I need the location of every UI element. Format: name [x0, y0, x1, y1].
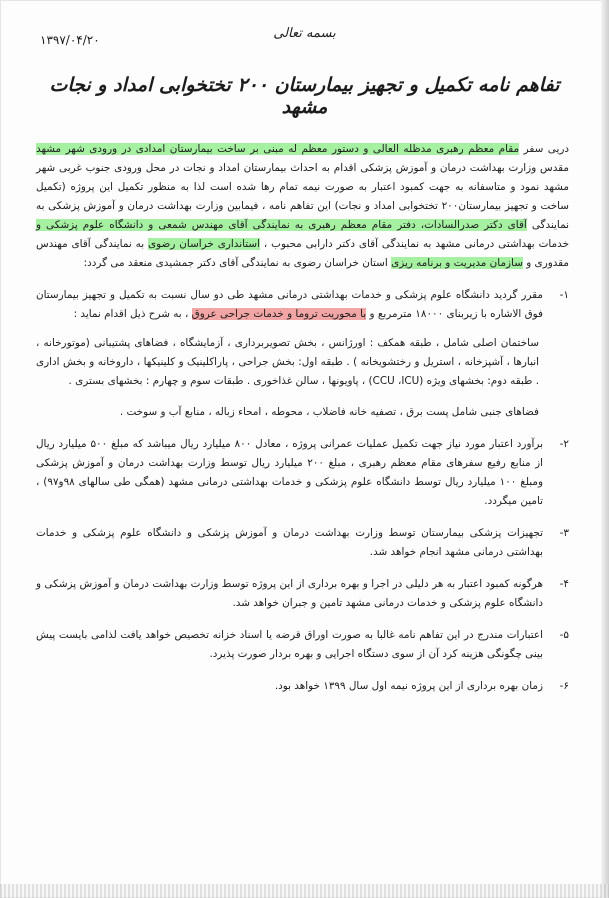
- clause-number: ۲-: [559, 438, 569, 450]
- clause-2: [36, 435, 569, 511]
- highlight-red: با محوریت تروما و خدمات جراحی عروق: [191, 308, 367, 320]
- clause-text: برآورد اعتبار مورد نیاز جهت تکمیل عملیات عمرانی پروژه ، معادل ۸۰۰ میلیارد ریال میباشد که مبلغ ۵۰۰ میلیارد ریال از منابع رفیع سفرهای مقام معظم رهبری ، مبلغ ۲۰۰ میلیارد ریال توسط وزارت بهداشت درمان و آموزش پزشکی ومبلغ ۱۰۰ میلیارد ریال توسط دانشگاه علوم پزشکی و خدمات بهداشتی درمانی مشهد (همگی طی سالهای ۹۸و۹۷) ، تامین میگردد.: [36, 438, 543, 507]
- intro-text: به نمایندگی آقای مهندس مقدوری و: [36, 238, 569, 269]
- scan-bottom-edge: [0, 884, 609, 898]
- bismillah-header: بسمه تعالی: [273, 26, 336, 41]
- clause-text: هرگونه کمبود اعتبار به هر دلیلی در اجرا و بهره برداری از این پروژه توسط وزارت بهداشت درمان و آموزش پزشکی و دانشگاه علوم پزشکی و خدمات درمانی مشهد تامین و جبران خواهد شد.: [36, 578, 543, 609]
- document-date: ۱۳۹۷/۰۴/۲۰: [40, 33, 100, 47]
- auxiliary-spaces-description: فضاهای جنبی شامل پست برق ، تصفیه خانه فاضلاب ، محوطه ، امحاء زباله ، منابع آب و سوخت .: [119, 406, 539, 418]
- clause-5: [36, 626, 569, 664]
- clause-number: ۶-: [559, 680, 569, 692]
- scan-edge: [601, 0, 609, 898]
- document-body: [36, 140, 569, 696]
- clause-text: زمان بهره برداری از این پروژه نیمه اول سال ۱۳۹۹ خواهد بود.: [274, 680, 543, 692]
- clause-text-part: مقرر گردید دانشگاه علوم پزشکی و خدمات بهداشتی درمانی مشهد طی دو سال نسبت به تکمیل و تجهیز بیمارستان فوق الاشاره با زیربنای ۱۸۰۰۰ مترمربع و: [36, 289, 543, 320]
- document-title: تفاهم نامه تکمیل و تجهیز بیمارستان ۲۰۰ تختخوابی امداد و نجات مشهد: [49, 74, 560, 118]
- intro-text: دریی سفر: [523, 143, 569, 155]
- main-building-description: ساختمان اصلی شامل ، طبقه همکف : اورژانس ، بخش تصویربرداری ، آزمایشگاه ، فضاهای پشتیبانی (موتورخانه ، انبارها ، آشپزخانه ، استریل و رختشویخانه ) . طبقه اول: بخش جراحی ، پاراکلینیک و کلینیکها ، داروخانه و بخش اداری . طبقه دوم: بخشهای ویژه (CCU ،ICU) ، پاویونها ، سالن غذاخوری . طبقات سوم و چهارم : بخشهای بستری .: [36, 337, 539, 387]
- clause-text: اعتبارات مندرج در این تفاهم نامه غالبا به صورت اوراق قرضه یا اسناد خزانه تخصیص خواهد یافت لذامی بایست پیش بینی چگونگی هزینه کرد آن از سوی دستگاه اجرایی و بهره بردار صورت پذیرد.: [36, 629, 543, 660]
- clause-3: [36, 524, 569, 562]
- intro-text: استان خراسان رضوی به نمایندگی آقای دکتر جمشیدی منعقد می گردد:: [83, 257, 388, 269]
- clause-text: [36, 289, 543, 320]
- highlight-green: سازمان مدیریت و برنامه ریزی: [391, 257, 523, 269]
- clause-1-subitems: [36, 334, 569, 422]
- intro-paragraph: [36, 140, 569, 273]
- clause-1: [36, 286, 569, 324]
- intro-text: خدمات بهداشتی درمانی مشهد به نمایندگی آقای دکتر دارابی محبوب ،: [263, 238, 569, 250]
- highlight-green: مقام معظم رهبری مدظله العالی و دستور معظم له مبنی بر ساخت بیمارستان امدادی در ورودی شهر مشهد: [36, 143, 520, 155]
- clause-text: تجهیزات پزشکی بیمارستان توسط وزارت بهداشت درمان و آموزش پزشکی و دانشگاه علوم پزشکی و خدمات بهداشتی درمانی مشهد انجام خواهد شد.: [36, 527, 543, 558]
- clause-number: ۳-: [559, 527, 569, 539]
- clause-4: [36, 575, 569, 613]
- highlight-green: استانداری خراسان رضوی: [148, 238, 261, 250]
- highlight-green: آقای دکتر صدرالسادات، دفتر مقام معظم رهبری به نمایندگی آقای مهندس شمعی و دانشگاه علوم پزشکی و: [36, 219, 527, 231]
- clause-text-part: ، به شرح ذیل اقدام نماید :: [73, 308, 189, 320]
- clause-number: ۴-: [559, 578, 569, 590]
- clause-number: ۵-: [559, 629, 569, 641]
- clause-6: [36, 677, 569, 696]
- clause-number: ۱-: [559, 289, 569, 301]
- intro-text: مقدس وزارت بهداشت درمان و آموزش پزشکی اقدام به احداث بیمارستان امداد و نجات در محل ورودی جنوب غربی شهر مشهد نمود و متاسفانه به جهت کمبود اعتبار به صورت نیمه تمام رها شده است لذا به منظور تکمیل این پروژه (تکمیل ساخت و تجهیز بیمارستان۲۰۰ تختخوابی امداد و نجات) این تفاهم نامه ، فیمابین وزارت بهداشت درمان و آموزش پزشکی به نمایندگی: [36, 162, 569, 231]
